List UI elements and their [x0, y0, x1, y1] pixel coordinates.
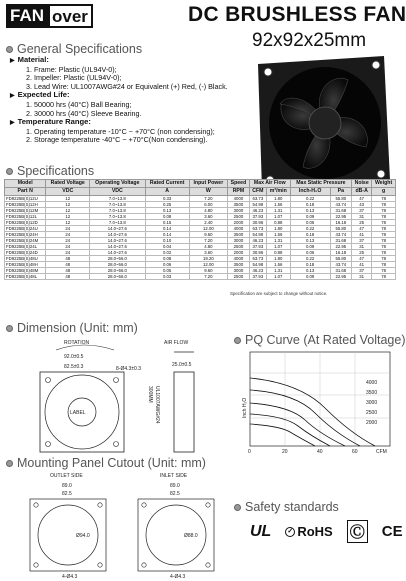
dimension-drawing: [4, 336, 224, 454]
depth-label: 25.0±0.5: [172, 362, 192, 368]
x-tick-40: 40: [317, 449, 323, 455]
table-cell: 7.0~13.8: [90, 202, 146, 208]
table-cell: 37.93: [249, 244, 266, 250]
table-row: [5, 274, 396, 280]
rpm-label-3000: 3000: [366, 400, 378, 406]
bullet-icon: [6, 168, 13, 175]
table-cell: 0.02: [145, 250, 189, 256]
table-cell: 14.0~27.6: [90, 226, 146, 232]
brand-logo: [6, 4, 93, 28]
outlet-label: OUTLET SIDE: [50, 473, 83, 479]
table-cell: FD9225B(S)12L: [5, 214, 46, 220]
table-cell: 12: [46, 220, 90, 226]
table-cell: 1.07: [266, 214, 290, 220]
table-cell: FD9225B(S)24H: [5, 232, 46, 238]
general-specs: ▶ Material: 1. Frame: Plastic (UL94V-0); 2. Impeller: Plastic (UL94V-0); 3. Lead Wire: UL1007AWG#24 or Equivalent (+) Red, (-) Black. ▶ Expected Life: 1. 50000 hrs (40°C) Ball Bearing; 2. 30000 hrs (40°C) Sleeve Bearing. ▶ Temperature Range: 1. Operating temperature -10°C ~ +70°C (non condensing); 2. Storage temperature -40°C ~ +70°C(Non condensing).: [10, 56, 228, 145]
outlet-hole-dia: Ø94.0: [76, 533, 90, 539]
bullet-icon: [6, 46, 13, 53]
table-cell: 0.14: [145, 226, 189, 232]
table-cell: 41: [352, 262, 372, 268]
table-cell: 0.06: [290, 220, 330, 226]
table-cell: 1.80: [266, 256, 290, 262]
airflow-label: AIR FLOW: [164, 340, 189, 346]
table-cell: 2000: [228, 250, 250, 256]
table-cell: 43.74: [330, 262, 352, 268]
table-cell: 78: [372, 256, 396, 262]
table-cell: 1.80: [266, 196, 290, 202]
table-cell: 3.60: [189, 250, 227, 256]
table-cell: FD9225B(S)48H: [5, 262, 46, 268]
table-cell: 1.56: [266, 262, 290, 268]
table-cell: 7.0~13.8: [90, 196, 146, 202]
ul-logo-icon: UL: [250, 522, 272, 540]
table-cell: 0.08: [145, 256, 189, 262]
table-cell: 3000: [228, 208, 250, 214]
table-cell: 12.00: [189, 262, 227, 268]
table-cell: 12: [46, 202, 90, 208]
table-cell: FD9225B(S)48U: [5, 256, 46, 262]
table-cell: 4000: [228, 226, 250, 232]
inlet-outline: [138, 499, 214, 571]
table-cell: 14.0~27.6: [90, 244, 146, 250]
x-tick-20: 20: [282, 449, 288, 455]
table-cell: 25: [352, 220, 372, 226]
table-cell: 0.04: [145, 244, 189, 250]
rpm-label-2500: 2500: [366, 410, 378, 416]
table-cell: 3500: [228, 202, 250, 208]
table-cell: 1.80: [266, 226, 290, 232]
table-cell: 0.03: [145, 274, 189, 280]
table-cell: 63.73: [249, 256, 266, 262]
inlet-holes: 4-Ø4.3: [170, 574, 186, 580]
table-cell: 12: [46, 208, 90, 214]
table-cell: 31.68: [330, 238, 352, 244]
table-cell: 16.18: [330, 250, 352, 256]
table-cell: 3500: [228, 262, 250, 268]
bullet-icon: [234, 337, 241, 344]
table-cell: 7.20: [189, 274, 227, 280]
table-cell: FD9225B(S)12U: [5, 196, 46, 202]
table-cell: 47: [352, 196, 372, 202]
table-cell: 30.96: [249, 250, 266, 256]
table-cell: 43: [352, 202, 372, 208]
section-pq: PQ Curve (At Rated Voltage): [234, 333, 406, 347]
bullet-icon: [234, 504, 241, 511]
page-subtitle: 92x92x25mm: [252, 30, 367, 51]
outlet-width: 89.0: [62, 483, 72, 489]
table-cell: 7.0~13.8: [90, 220, 146, 226]
x-unit: CFM: [376, 449, 387, 455]
table-cell: 7.0~13.8: [90, 214, 146, 220]
table-cell: 0.06: [290, 250, 330, 256]
table-cell: FD9225B(S)12D: [5, 220, 46, 226]
table-cell: 14.0~27.6: [90, 232, 146, 238]
table-cell: 78: [372, 268, 396, 274]
table-cell: 55.80: [330, 226, 352, 232]
table-cell: FD9225B(S)48M: [5, 268, 46, 274]
holes-label: 8-Ø4.3±0.3: [116, 366, 141, 372]
table-cell: 0.09: [290, 214, 330, 220]
table-cell: 1.31: [266, 238, 290, 244]
table-cell: 31: [352, 214, 372, 220]
table-cell: 7.0~13.8: [90, 208, 146, 214]
rohs-logo-icon: ✓ RoHS: [285, 524, 332, 539]
table-cell: FD9225B(S)24U: [5, 226, 46, 232]
bullet-icon: [6, 460, 13, 467]
table-cell: 2500: [228, 214, 250, 220]
table-cell: 37.93: [249, 214, 266, 220]
pq-chart: [240, 348, 396, 456]
table-cell: 12: [46, 214, 90, 220]
table-cell: 4000: [228, 196, 250, 202]
table-cell: 0.22: [290, 226, 330, 232]
inlet-width2: 82.5: [170, 491, 180, 497]
table-cell: 37: [352, 238, 372, 244]
table-cell: 48: [46, 268, 90, 274]
table-cell: 0.13: [290, 268, 330, 274]
table-cell: FD9225B(S)12H: [5, 202, 46, 208]
table-cell: 7.20: [189, 196, 227, 202]
table-cell: 48: [46, 256, 90, 262]
table-cell: 78: [372, 232, 396, 238]
rotation-label: ROTATION: [64, 340, 90, 346]
table-cell: 4000: [228, 256, 250, 262]
table-cell: 0.88: [266, 220, 290, 226]
table-cell: 28.0~56.0: [90, 262, 146, 268]
table-cell: 43.74: [330, 202, 352, 208]
table-cell: 14.0~27.6: [90, 250, 146, 256]
table-cell: 0.33: [145, 196, 189, 202]
inlet-label: INLET SIDE: [160, 473, 188, 479]
table-cell: 1.31: [266, 208, 290, 214]
table-cell: 0.22: [290, 196, 330, 202]
brand-part2: over: [48, 4, 93, 28]
y-label: Inch H₂O: [242, 397, 248, 418]
table-cell: 0.13: [290, 238, 330, 244]
page-title: DC BRUSHLESS FAN: [188, 3, 406, 26]
table-units-row: Part N VDC VDC A W RPM CFM m³/min Inch-H₂O Pa dB-A g: [5, 188, 396, 196]
table-cell: 54.98: [249, 262, 266, 268]
table-cell: 78: [372, 196, 396, 202]
x-tick-0: 0: [248, 449, 251, 455]
table-cell: 78: [372, 220, 396, 226]
table-cell: 47: [352, 226, 372, 232]
table-cell: 78: [372, 214, 396, 220]
table-cell: 0.18: [290, 262, 330, 268]
table-cell: 9.60: [189, 268, 227, 274]
table-cell: 1.07: [266, 274, 290, 280]
table-cell: 78: [372, 208, 396, 214]
section-general: General Specifications: [6, 42, 142, 56]
table-cell: 0.88: [266, 250, 290, 256]
table-cell: 41: [352, 232, 372, 238]
table-cell: 0.05: [145, 268, 189, 274]
wire-label: UL1007AWG#24: [154, 386, 160, 424]
table-cell: 54.98: [249, 232, 266, 238]
inlet-width: 89.0: [170, 483, 180, 489]
table-cell: 31: [352, 244, 372, 250]
table-cell: 14.0~27.6: [90, 238, 146, 244]
fan-label-text: LABEL: [70, 410, 86, 416]
table-cell: 46.23: [249, 238, 266, 244]
table-cell: 9.60: [189, 232, 227, 238]
table-cell: 47: [352, 256, 372, 262]
table-cell: 0.18: [290, 232, 330, 238]
table-cell: 22.95: [330, 274, 352, 280]
table-cell: 48: [46, 262, 90, 268]
temp-title: ▶ Temperature Range:: [10, 118, 228, 128]
table-cell: 2000: [228, 220, 250, 226]
table-cell: 78: [372, 262, 396, 268]
table-cell: 55.80: [330, 256, 352, 262]
table-cell: FD9225B(S)24L: [5, 244, 46, 250]
table-cell: 37: [352, 268, 372, 274]
table-cell: 28.0~56.0: [90, 268, 146, 274]
table-cell: 24: [46, 244, 90, 250]
table-cell: 0.13: [145, 208, 189, 214]
table-cell: 1.07: [266, 244, 290, 250]
x-tick-60: 60: [352, 449, 358, 455]
table-header-row: Model Rated Voltage Operating Voltage Rated Current Input Power Speed Max Air Flow Max Static Pressure Noise Weight: [5, 180, 396, 188]
table-cell: 37: [352, 208, 372, 214]
wire-length: 300MM: [147, 386, 153, 403]
table-cell: 0.09: [290, 274, 330, 280]
table-cell: 78: [372, 238, 396, 244]
table-cell: 78: [372, 244, 396, 250]
dim-width-inner: 82.5±0.3: [64, 364, 84, 370]
table-cell: 1.31: [266, 268, 290, 274]
table-cell: 7.20: [189, 238, 227, 244]
table-note: Specification are subject to change without notice.: [230, 291, 328, 296]
table-cell: 0.09: [290, 244, 330, 250]
table-cell: 28.0~56.0: [90, 274, 146, 280]
table-cell: 48: [46, 274, 90, 280]
life-title: ▶ Expected Life:: [10, 91, 228, 101]
table-cell: 0.10: [145, 238, 189, 244]
fan-side-outline: [174, 372, 194, 452]
table-cell: 25: [352, 250, 372, 256]
table-cell: FD9225B(S)12M: [5, 208, 46, 214]
section-dimension: Dimension (Unit: mm): [6, 321, 138, 335]
table-cell: 16.18: [330, 220, 352, 226]
safety-logos: [250, 520, 403, 543]
rpm-label-3500: 3500: [366, 390, 378, 396]
table-cell: 78: [372, 202, 396, 208]
bullet-icon: [6, 325, 13, 332]
table-cell: 24: [46, 250, 90, 256]
table-cell: 63.73: [249, 196, 266, 202]
table-cell: 4.80: [189, 244, 227, 250]
table-cell: 2500: [228, 274, 250, 280]
table-cell: 46.23: [249, 268, 266, 274]
table-cell: FD9225B(S)48L: [5, 274, 46, 280]
table-cell: 3000: [228, 268, 250, 274]
table-cell: 78: [372, 274, 396, 280]
table-cell: 28.0~56.0: [90, 256, 146, 262]
rpm-label-4000: 4000: [366, 380, 378, 386]
table-cell: 31.68: [330, 268, 352, 274]
outlet-outline: [30, 499, 106, 571]
table-cell: 37.93: [249, 274, 266, 280]
table-cell: 0.08: [145, 214, 189, 220]
specs-table: [4, 179, 396, 280]
dim-width-outer: 92.0±0.5: [64, 354, 84, 360]
certification-icon: Ⓒ: [347, 520, 368, 543]
outlet-width2: 82.5: [62, 491, 72, 497]
table-cell: 55.80: [330, 196, 352, 202]
table-cell: 3.60: [189, 214, 227, 220]
table-cell: 24: [46, 232, 90, 238]
table-cell: 30.96: [249, 220, 266, 226]
table-cell: 46.23: [249, 208, 266, 214]
table-cell: 2500: [228, 244, 250, 250]
outlet-holes: 4-Ø4.3: [62, 574, 78, 580]
section-mounting: Mounting Panel Cutout (Unit: mm): [6, 456, 206, 470]
table-cell: 3000: [228, 238, 250, 244]
table-cell: FD9225B(S)24D: [5, 250, 46, 256]
table-cell: 4.80: [189, 208, 227, 214]
table-cell: 63.73: [249, 226, 266, 232]
table-cell: 22.95: [330, 214, 352, 220]
mounting-drawing: [4, 471, 228, 579]
rpm-label-2000: 2000: [366, 420, 378, 426]
table-cell: 1.56: [266, 232, 290, 238]
table-cell: 2.40: [189, 220, 227, 226]
table-cell: 0.25: [145, 202, 189, 208]
brand-part1: FAN: [6, 4, 48, 28]
table-cell: 0.14: [145, 232, 189, 238]
table-cell: 3500: [228, 232, 250, 238]
inlet-hole-dia: Ø88.0: [184, 533, 198, 539]
table-cell: 31: [352, 274, 372, 280]
table-cell: 0.18: [290, 202, 330, 208]
fan-image: [248, 52, 394, 194]
table-cell: FD9225B(S)24M: [5, 238, 46, 244]
table-cell: 24: [46, 238, 90, 244]
table-cell: 78: [372, 226, 396, 232]
table-cell: 43.74: [330, 232, 352, 238]
table-cell: 12: [46, 196, 90, 202]
table-cell: 0.13: [290, 208, 330, 214]
table-cell: 0.15: [145, 220, 189, 226]
ce-logo-icon: CE: [381, 523, 403, 540]
table-cell: 31.68: [330, 208, 352, 214]
section-safety: Safety standards: [234, 500, 339, 514]
table-cell: 78: [372, 250, 396, 256]
table-cell: 1.56: [266, 202, 290, 208]
table-cell: 24: [46, 226, 90, 232]
table-cell: 0.06: [145, 262, 189, 268]
table-cell: 12.00: [189, 226, 227, 232]
table-cell: 6.00: [189, 202, 227, 208]
table-cell: 54.98: [249, 202, 266, 208]
section-specifications: Specifications: [6, 164, 94, 178]
table-cell: 19.20: [189, 256, 227, 262]
table-cell: 22.95: [330, 244, 352, 250]
material-title: ▶ Material:: [10, 56, 228, 66]
table-cell: 0.22: [290, 256, 330, 262]
